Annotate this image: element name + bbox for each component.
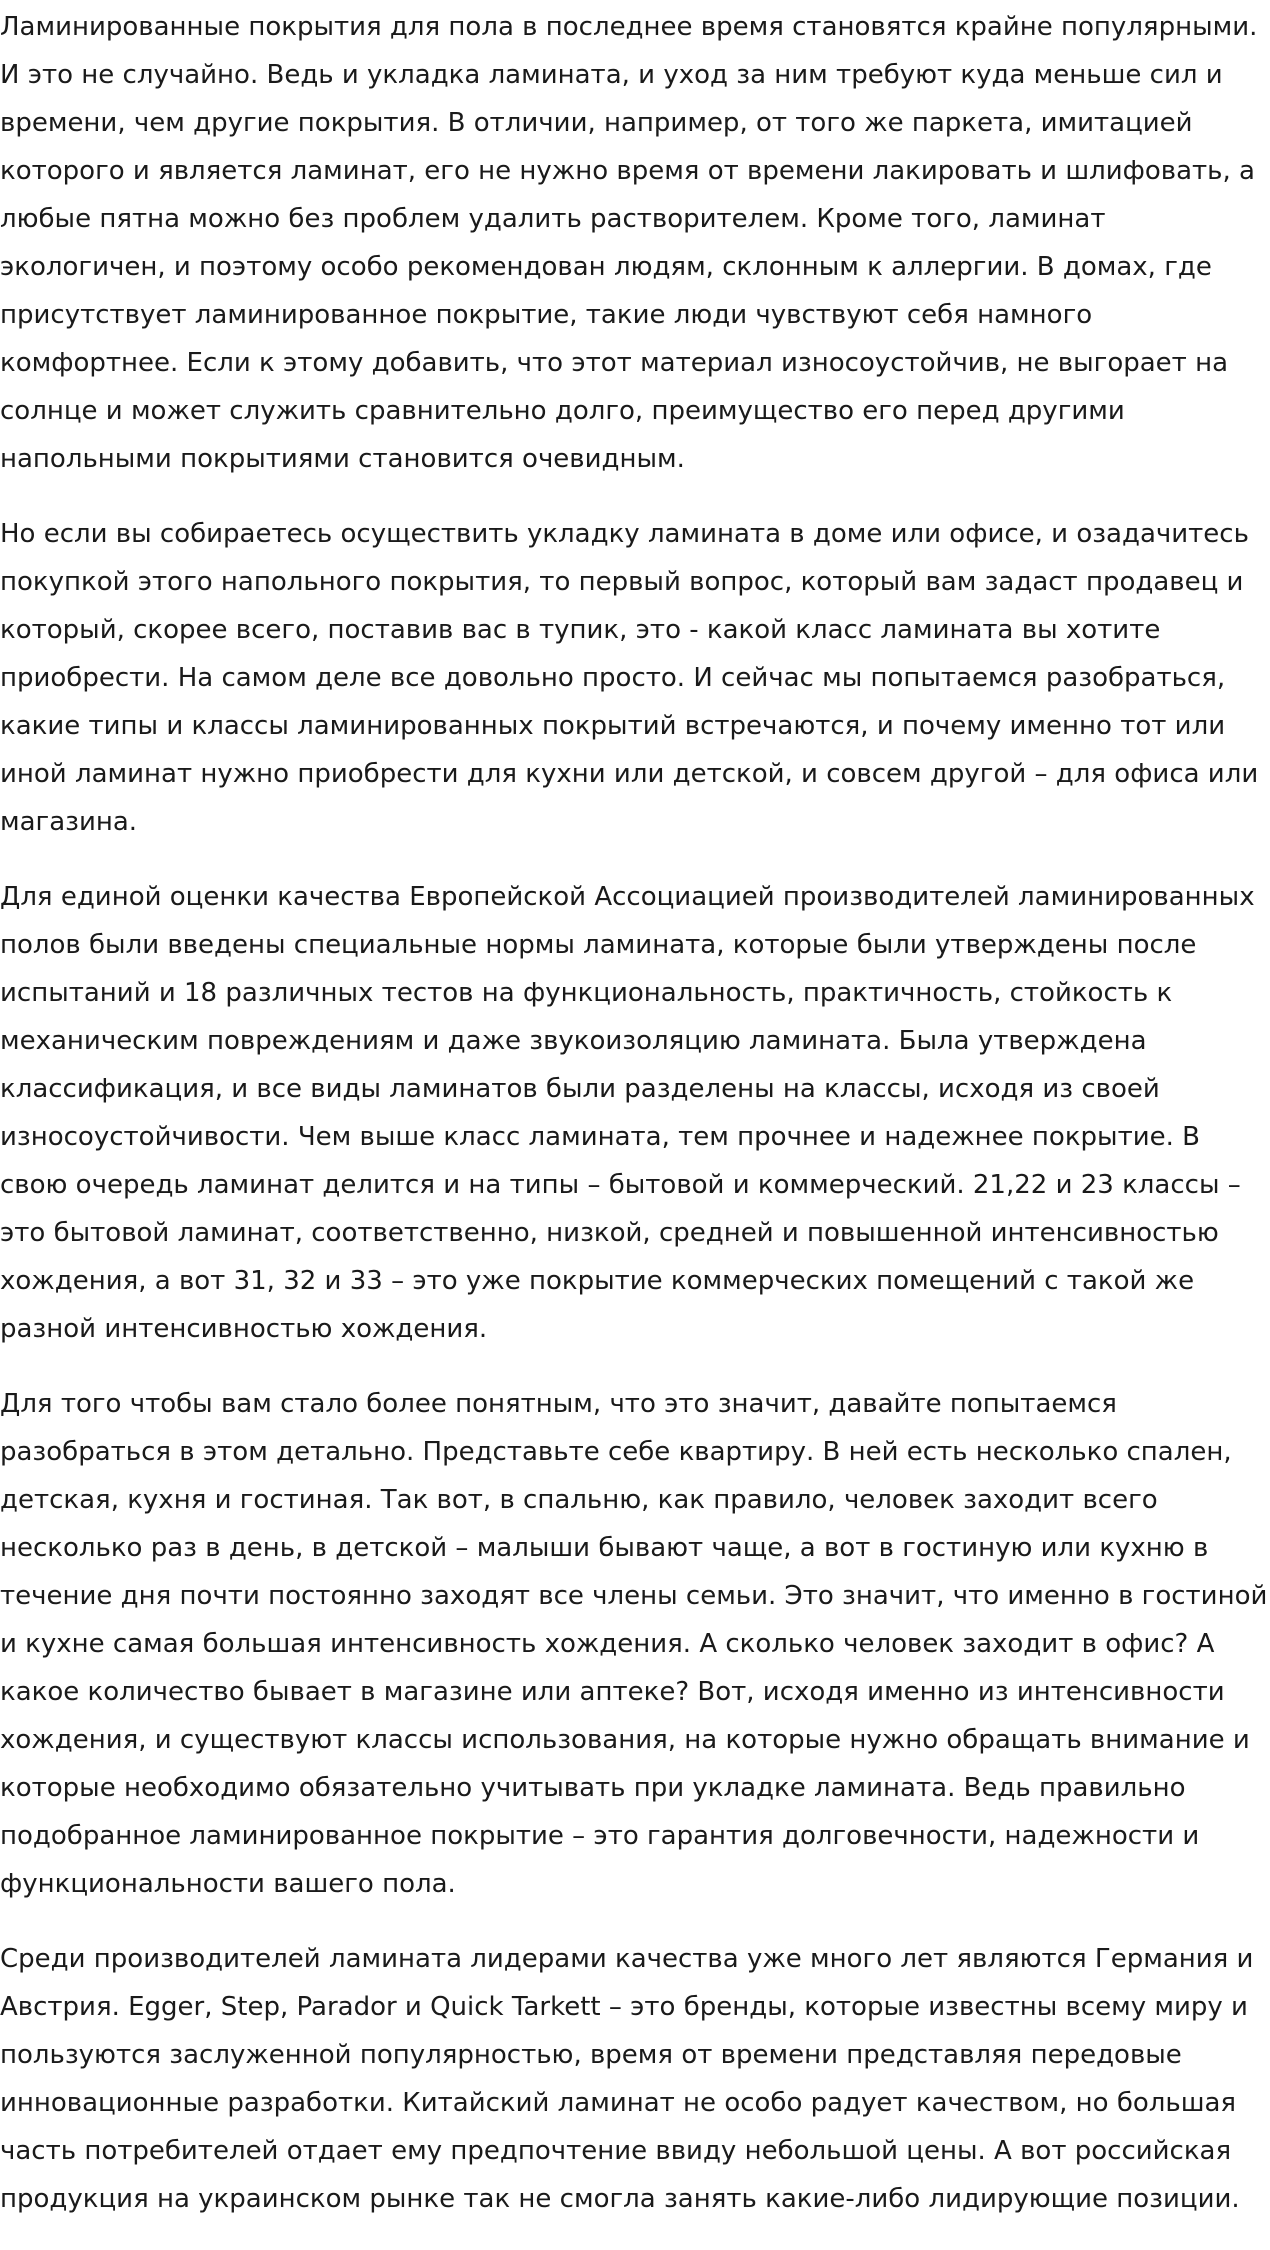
paragraph-5: Среди производителей ламината лидерами качества уже много лет являются Германия и Австрия. Egger, Step, Parador и Quick Tarkett – это бренды, которые известны всему миру и пользуются заслуженной популярностью, время от времени представляя передовые инновационные разработки. Китайский ламинат не особо радует качеством, но большая часть потребителей отдает ему предпочтение ввиду небольшой цены. А вот российская продукция на украинском рынке так не смогла занять какие-либо лидирующие позиции. <box>0 1944 1254 2214</box>
paragraph-1: Ламинированные покрытия для пола в последнее время становятся крайне популярными. И это не случайно. Ведь и укладка ламината, и уход за ним требуют куда меньше сил и времени, чем другие покрытия. В отличии, например, от того же паркета, имитацией которого и является ламинат, его не нужно время от времени лакировать и шлифовать, а любые пятна можно без проблем удалить растворителем. Кроме того, ламинат экологичен, и поэтому особо рекомендован людям, склонным к аллергии. В домах, где присутствует ламинированное покрытие, такие люди чувствуют себя намного комфортнее. Если к этому добавить, что этот материал износоустойчив, не выгорает на солнце и может служить сравнительно долго, преимущество его перед другими напольными покрытиями становится очевидным. <box>0 12 1258 474</box>
article-body <box>0 3 1268 2250</box>
paragraph-2: Но если вы собираетесь осуществить укладку ламината в доме или офисе, и озадачитесь покупкой этого напольного покрытия, то первый вопрос, который вам задаст продавец и который, скорее всего, поставив вас в тупик, это - какой класс ламината вы хотите приобрести. На самом деле все довольно просто. И сейчас мы попытаемся разобраться, какие типы и классы ламинированных покрытий встречаются, и почему именно тот или иной ламинат нужно приобрести для кухни или детской, и совсем другой – для офиса или магазина. <box>0 519 1259 837</box>
paragraph-4: Для того чтобы вам стало более понятным, что это значит, давайте попытаемся разобраться в этом детально. Представьте себе квартиру. В ней есть несколько спален, детская, кухня и гостиная. Так вот, в спальню, как правило, человек заходит всего несколько раз в день, в детской – малыши бывают чаще, а вот в гостиную или кухню в течение дня почти постоянно заходят все члены семьи. Это значит, что именно в гостиной и кухне самая большая интенсивность хождения. А сколько человек заходит в офис? А какое количество бывает в магазине или аптеке? Вот, исходя именно из интенсивности хождения, и существуют классы использования, на которые нужно обращать внимание и которые необходимо обязательно учитывать при укладке ламината. Ведь правильно подобранное ламинированное покрытие – это гарантия долговечности, надежности и функциональности вашего пола. <box>0 1389 1268 1899</box>
paragraph-3: Для единой оценки качества Европейской Ассоциацией производителей ламинированных полов были введены специальные нормы ламината, которые были утверждены после испытаний и 18 различных тестов на функциональность, практичность, стойкость к механическим повреждениям и даже звукоизоляцию ламината. Была утверждена классификация, и все виды ламинатов были разделены на классы, исходя из своей износоустойчивости. Чем выше класс ламината, тем прочнее и надежнее покрытие. В свою очередь ламинат делится и на типы – бытовой и коммерческий. 21,22 и 23 классы – это бытовой ламинат, соответственно, низкой, средней и повышенной интенсивностью хождения, а вот 31, 32 и 33 – это уже покрытие коммерческих помещений с такой же разной интенсивностью хождения. <box>0 882 1255 1344</box>
